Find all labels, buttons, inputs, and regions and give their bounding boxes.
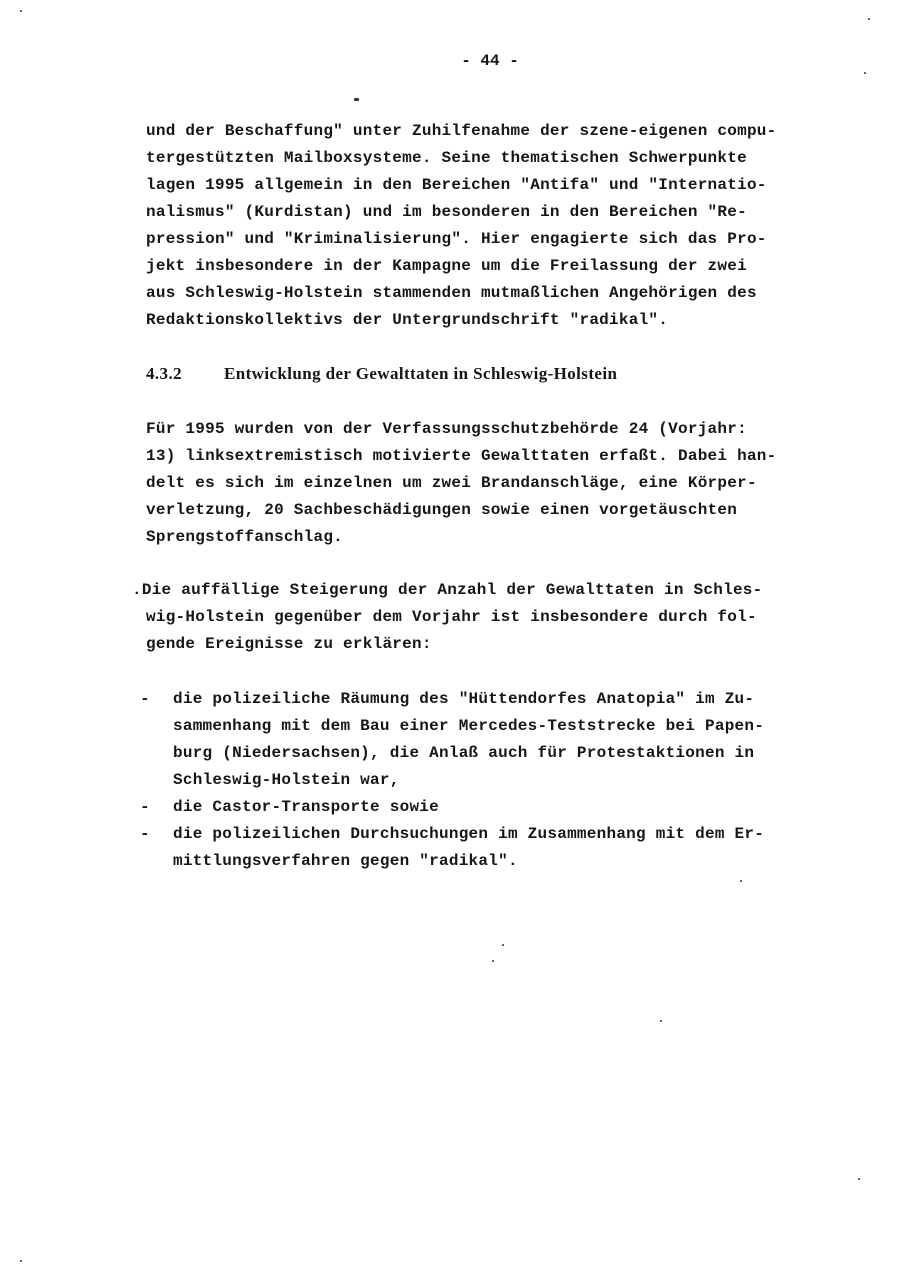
list-item bbox=[140, 686, 764, 794]
scan-speck bbox=[20, 1260, 22, 1262]
paragraph-continuation bbox=[146, 118, 777, 334]
text-line: die polizeiliche Räumung des "Hüttendorfes Anatopia" im Zu- bbox=[173, 690, 755, 708]
text-line: 13) linksextremistisch motivierte Gewalttaten erfaßt. Dabei han- bbox=[146, 447, 777, 465]
text-line: verletzung, 20 Sachbeschädigungen sowie einen vorgetäuschten bbox=[146, 501, 738, 519]
section-heading bbox=[146, 364, 617, 384]
list-bullet: - bbox=[140, 825, 150, 843]
text-line: tergestützten Mailboxsysteme. Seine thematischen Schwerpunkte bbox=[146, 149, 747, 167]
list-bullet: - bbox=[140, 798, 150, 816]
text-line: lagen 1995 allgemein in den Bereichen "Antifa" und "Internatio- bbox=[146, 176, 767, 194]
text-line: mittlungsverfahren gegen "radikal". bbox=[173, 852, 518, 870]
text-line: jekt insbesondere in der Kampagne um die Freilassung der zwei bbox=[146, 257, 747, 275]
text-line: sammenhang mit dem Bau einer Mercedes-Teststrecke bei Papen- bbox=[173, 717, 765, 735]
text-line: Sprengstoffanschlag. bbox=[146, 528, 344, 546]
text-line: pression" und "Kriminalisierung". Hier engagierte sich das Pro- bbox=[146, 230, 767, 248]
list-item bbox=[140, 794, 764, 821]
list-bullet: - bbox=[140, 690, 150, 708]
paragraph-explanation bbox=[132, 577, 763, 658]
section-number: 4.3.2 bbox=[146, 364, 182, 383]
text-line: wig-Holstein gegenüber dem Vorjahr ist insbesondere durch fol- bbox=[146, 608, 757, 626]
text-line: Schleswig-Holstein war, bbox=[173, 771, 400, 789]
scan-speck bbox=[492, 960, 494, 962]
scan-speck bbox=[20, 10, 22, 12]
list-item bbox=[140, 821, 764, 875]
scan-speck bbox=[354, 98, 359, 101]
text-line: und der Beschaffung" unter Zuhilfenahme der szene-eigenen compu- bbox=[146, 122, 777, 140]
text-line: gende Ereignisse zu erklären: bbox=[146, 635, 432, 653]
scan-speck bbox=[858, 1178, 860, 1180]
scan-speck bbox=[660, 1020, 662, 1022]
scan-speck bbox=[740, 880, 742, 882]
text-line: die Castor-Transporte sowie bbox=[173, 798, 439, 816]
text-line: aus Schleswig-Holstein stammenden mutmaßlichen Angehörigen des bbox=[146, 284, 757, 302]
scan-speck bbox=[502, 944, 504, 946]
text-line: nalismus" (Kurdistan) und im besonderen in den Bereichen "Re- bbox=[146, 203, 747, 221]
paragraph-statistics bbox=[146, 416, 777, 551]
text-line: burg (Niedersachsen), die Anlaß auch für Protestaktionen in bbox=[173, 744, 755, 762]
text-line: Redaktionskollektivs der Untergrundschrift "radikal". bbox=[146, 311, 669, 329]
page-number: - 44 - bbox=[461, 52, 519, 70]
text-line: Für 1995 wurden von der Verfassungsschutzbehörde 24 (Vorjahr: bbox=[146, 420, 747, 438]
text-line: delt es sich im einzelnen um zwei Brandanschläge, eine Körper- bbox=[146, 474, 757, 492]
text-line: die polizeilichen Durchsuchungen im Zusammenhang mit dem Er- bbox=[173, 825, 765, 843]
section-title: Entwicklung der Gewalttaten in Schleswig-Holstein bbox=[224, 364, 618, 383]
events-list bbox=[140, 686, 764, 875]
scan-speck bbox=[864, 72, 866, 74]
text-line: .Die auffällige Steigerung der Anzahl der Gewalttaten in Schles- bbox=[132, 581, 763, 599]
scan-speck bbox=[868, 18, 870, 20]
